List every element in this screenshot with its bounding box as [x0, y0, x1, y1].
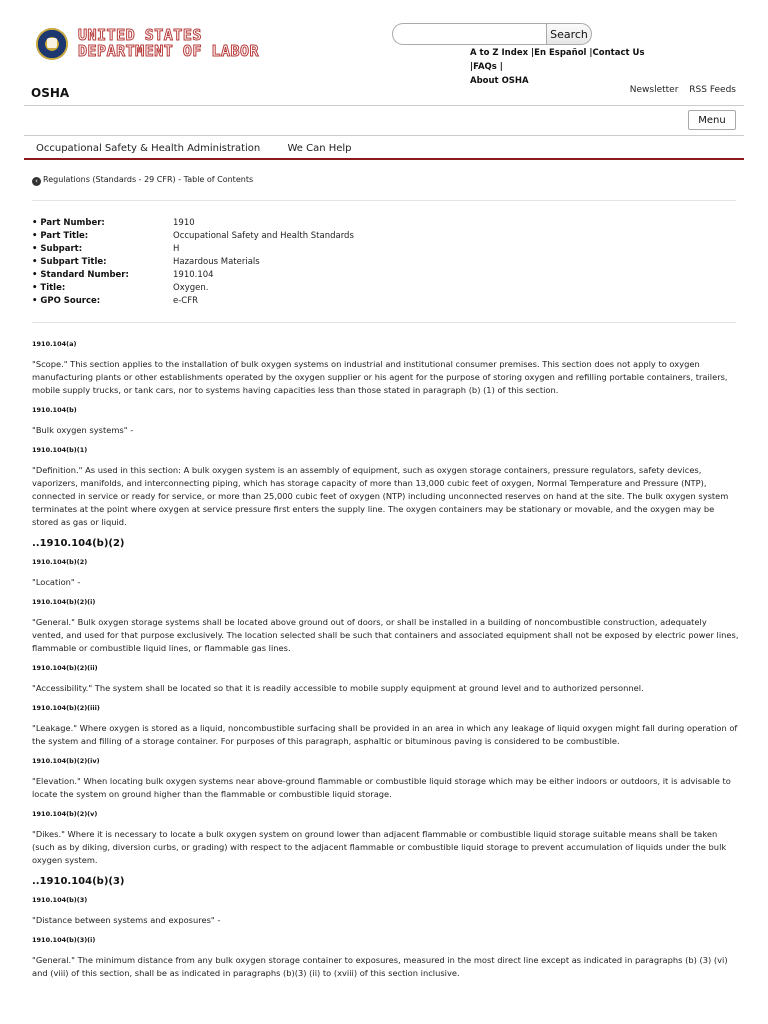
- back-arrow-icon: ‹: [32, 177, 41, 186]
- search-form: [392, 23, 600, 45]
- paragraph-citation: 1910.104(b)(2)(v): [32, 810, 98, 818]
- paragraph-citation: 1910.104(b)(2)(ii): [32, 664, 98, 672]
- section-heading: ..1910.104(b)(3): [32, 876, 125, 887]
- meta-label: • Standard Number:: [32, 270, 129, 280]
- meta-row: [32, 217, 354, 230]
- standard-metadata: [32, 217, 354, 308]
- breadcrumb-label: Regulations (Standards - 29 CFR) - Table of Contents: [43, 175, 254, 184]
- utility-links: [622, 85, 736, 95]
- meta-label: • Subpart:: [32, 244, 83, 254]
- regulation-paragraph: "General." Bulk oxygen storage systems shall be located above ground out of doors, or shall be installed in a building of noncombustible construction, adequately vented, and used for that purpose exclusively. The location selected shall be such that containers and associated equipment shall not be exposed by electric power lines, flammable or combustible liquid lines, or flammable gas lines.: [32, 617, 739, 653]
- paragraph-citation: 1910.104(b)(2)(iii): [32, 704, 100, 712]
- paragraph-citation: 1910.104(b)(3): [32, 896, 88, 904]
- meta-label: • Part Number:: [32, 218, 105, 228]
- meta-row: [32, 256, 354, 269]
- main-nav: [36, 143, 376, 154]
- top-links: A to Z Index |En Español |Contact Us |FAQs | About OSHA: [470, 48, 645, 86]
- divider: [24, 105, 744, 106]
- meta-value: Oxygen.: [173, 283, 209, 293]
- paragraph-citation: 1910.104(b)(2)(i): [32, 598, 96, 606]
- meta-label: • Title:: [32, 283, 66, 293]
- divider: [32, 200, 736, 201]
- regulation-content: [32, 340, 740, 989]
- meta-row: [32, 269, 354, 282]
- site-title[interactable]: OSHA: [31, 86, 70, 100]
- meta-value: Hazardous Materials: [173, 257, 260, 267]
- meta-value: 1910: [173, 218, 195, 228]
- agency-name-logo[interactable]: UNITED STATES DEPARTMENT OF LABOR: [78, 26, 260, 60]
- meta-label: • Subpart Title:: [32, 257, 107, 267]
- paragraph-citation: 1910.104(b)(2)(iv): [32, 757, 100, 765]
- regulation-paragraph: "Scope." This section applies to the installation of bulk oxygen systems on industrial and institutional consumer premises. This section does not apply to oxygen manufacturing plants or other establishments operated by the oxygen supplier or his agent for the purpose of storing oxygen and refilling portable containers, trailers, mobile supply trucks, or tank cars, nor to systems having capacities less than those stated in paragraph (b) (1) of this section.: [32, 359, 728, 395]
- link-about-osha[interactable]: About OSHA: [470, 76, 529, 86]
- nav-divider: [24, 158, 744, 160]
- regulation-paragraph: "Elevation." When locating bulk oxygen systems near above-ground flammable or combustible liquid storage which may be either indoors or outdoors, it is advisable to locate the system on ground higher than the flammable or combustible liquid storage.: [32, 776, 731, 799]
- paragraph-citation: 1910.104(b)(3)(i): [32, 936, 96, 944]
- search-button[interactable]: Search: [546, 23, 592, 45]
- nav-item-we-can-help[interactable]: We Can Help: [287, 143, 352, 154]
- link-en-espanol[interactable]: En Español: [534, 48, 587, 58]
- regulation-paragraph: "Bulk oxygen systems" -: [32, 425, 134, 435]
- link-faqs[interactable]: FAQs: [473, 62, 497, 72]
- meta-value: Occupational Safety and Health Standards: [173, 231, 354, 241]
- divider: [32, 322, 736, 323]
- meta-value: 1910.104: [173, 270, 214, 280]
- rss-feeds-link[interactable]: RSS Feeds: [689, 85, 736, 95]
- regulation-paragraph: "Location" -: [32, 577, 81, 587]
- regulation-paragraph: "Distance between systems and exposures" -: [32, 915, 221, 925]
- link-a-to-z-index[interactable]: A to Z Index: [470, 48, 529, 58]
- menu-button[interactable]: Menu: [688, 110, 736, 130]
- meta-row: [32, 230, 354, 243]
- regulation-paragraph: "Leakage." Where oxygen is stored as a liquid, noncombustible surfacing shall be provided in an area in which any leakage of liquid oxygen might fall during operation of the system and filling of a storage container. For purposes of this paragraph, asphaltic or bituminous paving is considered to be combustible.: [32, 723, 738, 746]
- regulation-paragraph: "General." The minimum distance from any bulk oxygen storage container to exposures, measured in the most direct line except as indicated in paragraphs (b) (3) (vi) and (viii) of this section, shall be as indicated in paragraphs (b)(3) (ii) to (xviii) of this section inclusive.: [32, 955, 728, 978]
- paragraph-citation: 1910.104(b)(1): [32, 446, 88, 454]
- regulation-paragraph: "Accessibility." The system shall be located so that it is readily accessible to mobile supply equipment at ground level and to authorized personnel.: [32, 683, 644, 693]
- breadcrumb[interactable]: [32, 175, 253, 186]
- meta-label: • Part Title:: [32, 231, 89, 241]
- paragraph-citation: 1910.104(b)(2): [32, 558, 88, 566]
- regulation-paragraph: "Definition." As used in this section: A bulk oxygen system is an assembly of equipment, such as oxygen storage containers, pressure regulators, safety devices, vaporizers, manifolds, and interconnecting piping, which has storage capacity of more than 13,000 cubic feet of oxygen, Normal Temperature and Pressure (NTP), connected in service or ready for service, or more than 25,000 cubic feet of oxygen (NTP) including unconnected reserves on hand at the site. The bulk oxygen system terminates at the point where oxygen at service pressure first enters the supply line. The oxygen containers may be stationary or movable, and the oxygen may be stored as gas or liquid.: [32, 465, 729, 527]
- nav-item-osha[interactable]: Occupational Safety & Health Administration: [36, 143, 261, 154]
- site-header: [0, 0, 768, 86]
- meta-row: [32, 282, 354, 295]
- newsletter-link[interactable]: Newsletter: [629, 85, 679, 95]
- meta-value: H: [173, 244, 180, 254]
- dol-seal-logo[interactable]: [36, 28, 68, 60]
- link-contact-us[interactable]: Contact Us: [592, 48, 645, 58]
- paragraph-citation: 1910.104(a): [32, 340, 77, 348]
- meta-label: • GPO Source:: [32, 296, 101, 306]
- search-input[interactable]: [392, 23, 548, 45]
- meta-row: [32, 295, 354, 308]
- section-heading: ..1910.104(b)(2): [32, 538, 125, 549]
- regulation-paragraph: "Dikes." Where it is necessary to locate a bulk oxygen system on ground lower than adjacent flammable or combustible liquid storage suitable means shall be taken (such as by diking, diversion curbs, or grading) with respect to the adjacent flammable or combustible liquid storage to prevent accumulation of liquids under the bulk oxygen system.: [32, 829, 727, 865]
- meta-value: e-CFR: [173, 296, 199, 306]
- divider: [24, 135, 744, 136]
- paragraph-citation: 1910.104(b): [32, 406, 77, 414]
- meta-row: [32, 243, 354, 256]
